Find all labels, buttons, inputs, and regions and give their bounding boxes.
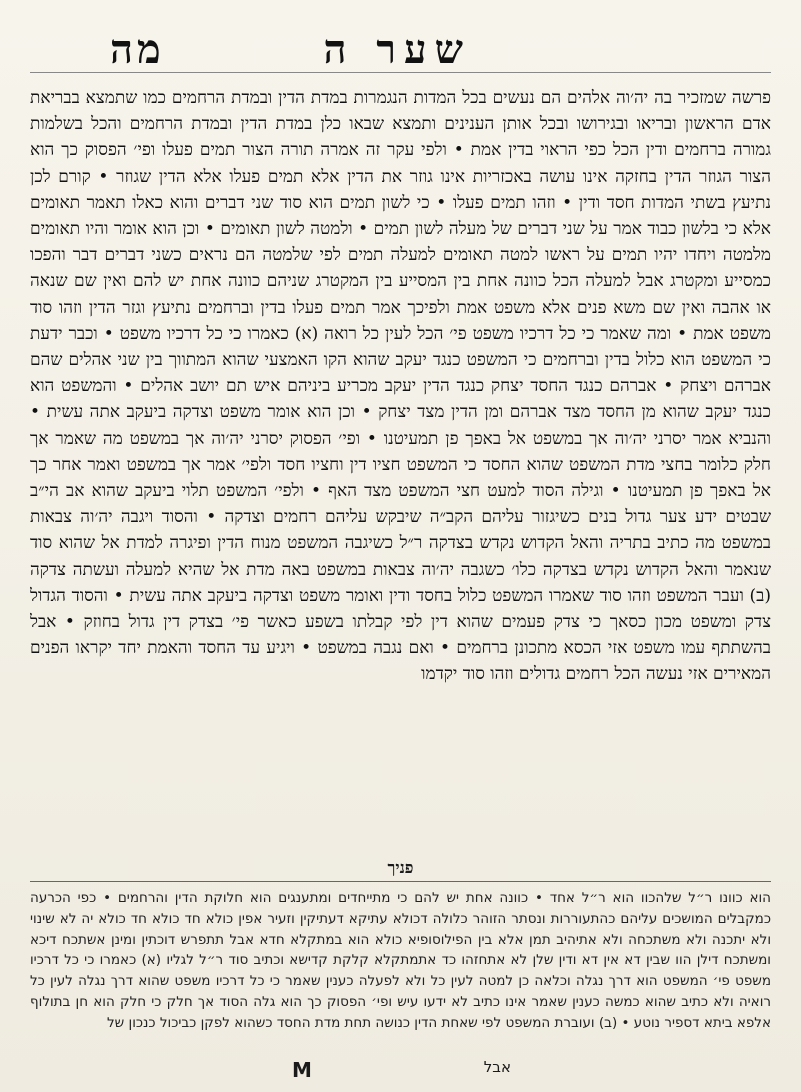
catchword: אבל — [483, 1058, 511, 1076]
page-number: מה — [110, 26, 165, 73]
main-text-body: פרשה שמזכיר בה יה׳וה אלהים הם נעשים בכל המדות הנגמרות במדת הדין ובמדת הרחמים כמו שתמצא בבריאת אדם הראשון ובריאו ובגירושו ובכל אותן הענינים ותמצא שבאו כלן במדת הדין ובמדת הרחמים והכל בשלמות גמורה ברחמים ודין הכל כפי הראוי בדין אמת • ולפי עקר זה אמרה תורה הצור תמים פעלו ופי׳ הפסוק כך הוא הצור הגוזר הדין בחזקה אינו עושה באכזריות אינו גוזר את הדין אלא תמים פעלו אלא הדין שגוזר • קורם לכן נתיעץ בשתי המדות חסד ודין • וזהו תמים פעלו • כי לשון תמים הוא סוד שני דברים והוא כאלו תאמר תאומים אלא כי בלשון כבוד אמר על שני דברים של מעלה לשון תמים • ולמטה לשון תאומים • וכן הוא אומר והיו תאומים מלמטה ויחדו יהיו תמים על ראשו למטה תאומים למעלה תמים לפי שלמטה הם נראים כשני דברים דבר והפכו כמסייע ומקטרג אבל למעלה הכל כוונה אחת בין המסייע בין המקטרג שניהם כוונה אחת יש להם ואין שם שנאה או אהבה ואין שם משא פנים אלא משפט אמת ולפיכך אמר תמים פעלו בדין וברחמים נתיעץ וגזר הדין וזהו סוד משפט אמת • ומה שאמר כי כל דרכיו משפט פי׳ הכל לעין כל רואה (א) כאמרו כי כל דרכיו משפט • וכבר ידעת כי המשפט הוא כלול בדין וברחמים כי המשפט כנגד יעקב שהוא הקו האמצעי שהוא המתווך בין שני אהלים שהם אברהם ויצחק • אברהם כנגד החסד יצחק כנגד הדין יעקב מכריע ביניהם איש תם יושב אהלים • והמשפט הוא כנגד יעקב שהוא מן החסד מצד אברהם ומן הדין מצד יצחק • וכן הוא אומר משפט וצדקה ביעקב אתה עשית • והנביא אמר יסרני יה׳וה אך במשפט אל באפך פן תמעיטנו • ופי׳ הפסוק יסרני יה׳וה אך במשפט מה שאמר אך חלק כלומר בחצי מדת המשפט שהוא החסד כי המשפט חציו דין וחציו חסד ולפי׳ אמר אך במשפט ואמר אחר כך אל באפך פן תמעיטנו • וגילה הסוד למעט חצי המשפט מצד האף • ולפי׳ המשפט תלוי ביעקב שהוא אב הי״ב שבטים ידע צער גדול בנים כשיגזור עליהם הקב״ה שיבקש עליהם רחמים וצדקה • והסוד ויגבה יה׳וה צבאות במשפט מה כתיב בתריה והאל הקדוש נקדש בצדקה ר״ל כשיגבה המשפט מנוח הדין ופיגרה למדת אל שהוא סוד שנאמר והאל הקדוש נקדש בצדקה כלו׳ כשגבה יה׳וה צבאות במשפט באה מדת אל שהיא למעלה ועשתה צדקה (ב) ועבר המשפט וזהו סוד שאמרו המשפט כלול בחסד ודין ואומר משפט וצדקה ביעקב אתה עשית • והסוד הגדול צדק ומשפט מכון כסאך כי צדק פעמים שהוא דין לפי קבלתו בשפע כאשר פי׳ בצדק דין גדול בחוזק • אבל בהשתתף עמו משפט אזי הכסא מתכונן ברחמים • ואם נגבה במשפט • ויגיע עד החסד והאמת יחד יקראו הפנים המאירים אזי נעשה הכל רחמים גדולים וזהו סוד יקדמו — [30, 88, 771, 685]
commentary-block: הוא כוונו ר״ל שלהכוו הוא ר״ל אחד • כוונה אחת יש להם כי מתייחדים ומתענגים הוא חלוקת הדין והרחמים • כפי הכרעה כמקבלים המושכים עליהם כהתעוררות ונסתר הזוהר כלולה דכולא עתיקא דעתיקין וזעיר אפין כולא חד כולא חד כולא יה לא שינוי ולא יתכנה ולא משתכחה ולא אתיהיב תמן אלא בין הפילוסופיא כולא הוא במתקלא חדא אבל תתפרש דוכתין ומינן אשתכח דיכא ומשתכח דילן הוו שבין דא אין דא ודין שלן לא אתחזהו כד אתמתקלא קלקת קדישא וכתיב סוד ר״ל לגליו (א) כאמרו כי כל דרכיו משפט פי׳ המשפט הוא דרך נגלה וכלאה כן למטה לעין כל ולא לפעלה כענין שאמר כי כל דרכיו משפט שהוא דרך נגלה לעין כל רואיה ולא כתיב שהוא כמשה כענין שאמר אינו כתיב לא ידעו עיש ופי׳ הפסוק כך הוא גלה הסוד אך חלק כי חלק הוא חן בתולוף אלפא ביתא דספיר נוטע • (ב) ועוברת המשפט לפי שאחת הדין כנושה תחת מדת החסד כשהוא לפקן כביכול כנכון של — [30, 890, 771, 1031]
page-header — [30, 22, 771, 73]
gate-title: שער ה — [323, 26, 471, 73]
printer-signature-mark: M — [292, 1058, 312, 1082]
page-footer — [30, 1058, 771, 1086]
section-end-word: פניך — [30, 857, 771, 882]
